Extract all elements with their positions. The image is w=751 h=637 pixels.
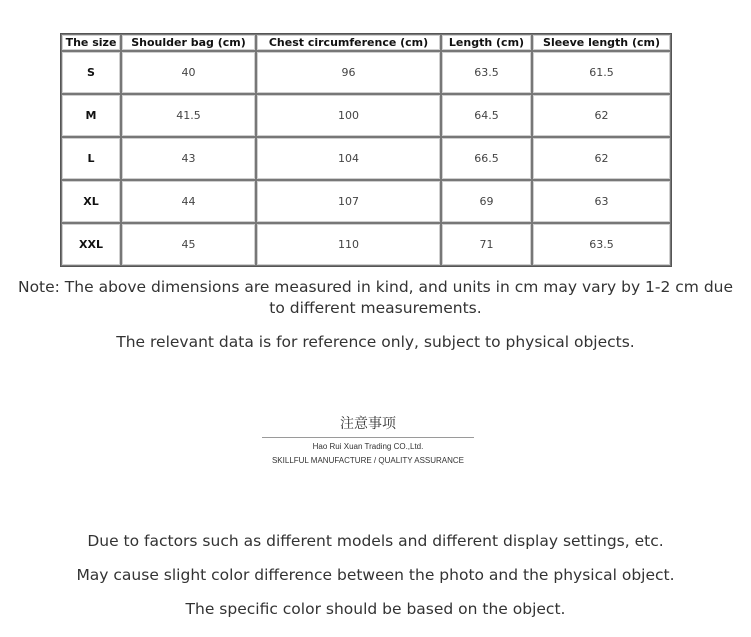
chest-cell: 110 <box>256 223 441 266</box>
size-cell: M <box>61 94 121 137</box>
chest-cell: 96 <box>256 51 441 94</box>
size-cell: L <box>61 137 121 180</box>
shoulder-cell: 41.5 <box>121 94 256 137</box>
header-length: Length (cm) <box>441 34 532 51</box>
measurement-note: Note: The above dimensions are measured in kind, and units in cm may vary by 1-2 cm due to different measurements. <box>17 278 734 317</box>
chest-cell: 100 <box>256 94 441 137</box>
shoulder-cell: 40 <box>121 51 256 94</box>
sleeve-cell: 61.5 <box>532 51 671 94</box>
size-cell: XXL <box>61 223 121 266</box>
sleeve-cell: 62 <box>532 137 671 180</box>
attention-title: 注意事项 <box>340 416 396 432</box>
size-chart-table <box>60 33 672 267</box>
shoulder-cell: 43 <box>121 137 256 180</box>
table-row <box>61 137 671 180</box>
attention-logo-block <box>262 414 474 468</box>
logo-divider <box>262 437 474 438</box>
table-row <box>61 223 671 266</box>
chest-cell: 104 <box>256 137 441 180</box>
header-chest: Chest circumference (cm) <box>256 34 441 51</box>
length-cell: 71 <box>441 223 532 266</box>
table-header-row <box>61 34 671 51</box>
header-shoulder: Shoulder bag (cm) <box>121 34 256 51</box>
company-tagline: SKILLFUL MANUFACTURE / QUALITY ASSURANCE <box>271 456 465 465</box>
color-disclaimer-line-2: May cause slight color difference between the photo and the physical object. <box>76 566 675 584</box>
size-cell: S <box>61 51 121 94</box>
company-name: Hao Rui Xuan Trading CO.,Ltd. <box>312 442 424 451</box>
length-cell: 69 <box>441 180 532 223</box>
chest-cell: 107 <box>256 180 441 223</box>
sleeve-cell: 63 <box>532 180 671 223</box>
length-cell: 64.5 <box>441 94 532 137</box>
reference-note: The relevant data is for reference only, subject to physical objects. <box>116 333 635 351</box>
table-row <box>61 180 671 223</box>
header-sleeve: Sleeve length (cm) <box>532 34 671 51</box>
length-cell: 66.5 <box>441 137 532 180</box>
size-cell: XL <box>61 180 121 223</box>
sleeve-cell: 63.5 <box>532 223 671 266</box>
shoulder-cell: 44 <box>121 180 256 223</box>
color-disclaimer-line-3: The specific color should be based on the object. <box>185 600 566 618</box>
table-row <box>61 94 671 137</box>
table-row <box>61 51 671 94</box>
color-disclaimer-line-1: Due to factors such as different models and different display settings, etc. <box>87 532 664 550</box>
header-size: The size <box>61 34 121 51</box>
sleeve-cell: 62 <box>532 94 671 137</box>
shoulder-cell: 45 <box>121 223 256 266</box>
length-cell: 63.5 <box>441 51 532 94</box>
